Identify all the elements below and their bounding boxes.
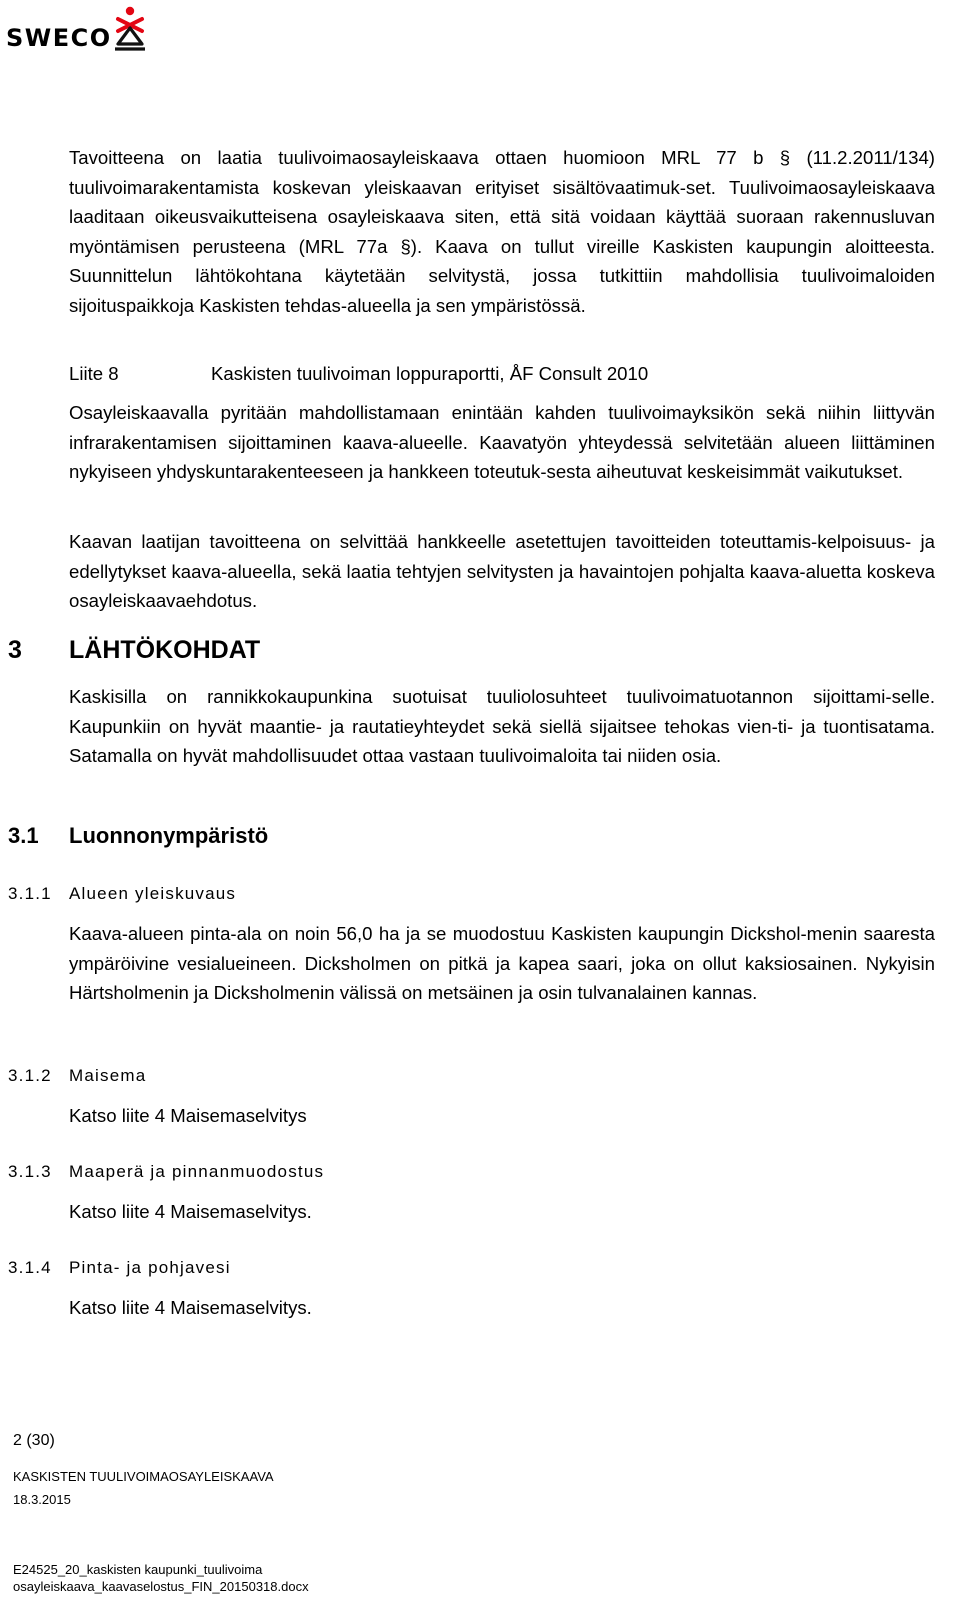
paragraph-objective: Tavoitteena on laatia tuulivoimaosayleiskaava ottaen huomioon MRL 77 b § (11.2.2011/134) tuulivoimarakentamista koskevan yleiskaavan erityiset sisältövaatimuk-set. Tuulivoimaosayleiskaava laaditaan oikeusvaikutteisena osayleiskaava siten, että sitä voidaan käyttää suoraan rakennusluvan myöntämisen perusteena (MRL 77a §). Kaava on tullut vireille Kaskisten kaupungin aloitteesta. Suunnittelun lähtökohtana käytetään selvitystä, jossa tutkittiin mahdollisia tuulivoimaloiden sijoituspaikkoja Kaskisten tehdas-alueella ja sen ympäristössä. — [69, 147, 935, 316]
paragraph-area-description: Kaava-alueen pinta-ala on noin 56,0 ha ja se muodostuu Kaskisten kaupungin Dickshol-menin saaresta ympäröivine vesialueineen. Dicksholmen on pitkä ja kapea saari, joka on ollut kaksiosainen. Nykyisin Härtsholmenin ja Dicksholmenin välissä on metsäinen ja osin tulvanalainen kannas. — [69, 923, 935, 1003]
section-title: Alueen yleiskuvaus — [69, 884, 237, 903]
section-number: 3 — [8, 636, 22, 664]
logo-text: SWECO — [6, 24, 112, 52]
paragraph-soil: Katso liite 4 Maisemaselvitys. — [69, 1201, 312, 1222]
section-number: 3.1.2 — [8, 1066, 52, 1085]
section-title: Maaperä ja pinnanmuodostus — [69, 1162, 325, 1181]
section-number: 3.1 — [8, 823, 39, 848]
paragraph-landscape: Katso liite 4 Maisemaselvitys — [69, 1105, 307, 1126]
section-title: Pinta- ja pohjavesi — [69, 1258, 231, 1277]
section-number: 3.1.1 — [8, 884, 52, 903]
paragraph-scope: Osayleiskaavalla pyritään mahdollistamaan enintään kahden tuulivoimayksikön sekä niihin liittyvän infrarakentamisen sijoittaminen kaava-alueelle. Kaavatyön yhteydessä selvitetään alueen liittäminen nykyiseen yhdyskuntarakenteeseen ja hankkeen toteutuk-sesta aiheutuvat keskeisimmät vaikutukset. — [69, 402, 935, 482]
section-number: 3.1.4 — [8, 1258, 52, 1277]
paragraph-water: Katso liite 4 Maisemaselvitys. — [69, 1297, 312, 1318]
section-title: LÄHTÖKOHDAT — [69, 636, 261, 664]
section-title: Luonnonympäristö — [69, 823, 269, 848]
section-title: Maisema — [69, 1066, 147, 1085]
appendix-title: Kaskisten tuulivoiman loppuraportti, ÅF Consult 2010 — [211, 363, 649, 384]
section-number: 3.1.3 — [8, 1162, 52, 1181]
paragraph-kaskinen: Kaskisilla on rannikkokaupunkina suotuisat tuuliolosuhteet tuulivoimatuotannon sijoittami-selle. Kaupunkiin on hyvät maantie- ja rautatieyhteydet sekä siellä sijaitsee tehokas vien-ti- ja tuontisatama. Satamalla on hyvät mahdollisuudet ottaa vastaan tuulivoimaloita tai niiden osia. — [69, 686, 935, 766]
footer-date: 18.3.2015 — [13, 1492, 71, 1507]
appendix-number: Liite 8 — [69, 363, 119, 384]
footer-doc-title: KASKISTEN TUULIVOIMAOSAYLEISKAAVA — [13, 1469, 274, 1484]
footer-file-line-1: E24525_20_kaskisten kaupunki_tuulivoima — [13, 1562, 263, 1577]
page-number: 2 (30) — [13, 1432, 55, 1449]
sweco-symbol-icon — [110, 6, 146, 52]
paragraph-goal: Kaavan laatijan tavoitteena on selvittää hankkeelle asetettujen tavoitteiden toteuttamis-kelpoisuus- ja edellytykset kaava-alueella, sekä laatia tehtyjen selvitysten ja havaintojen pohjalta kaava-aluetta koskeva osayleiskaavaehdotus. — [69, 531, 935, 611]
footer-file-line-2: osayleiskaava_kaavaselostus_FIN_20150318.docx — [13, 1579, 309, 1594]
